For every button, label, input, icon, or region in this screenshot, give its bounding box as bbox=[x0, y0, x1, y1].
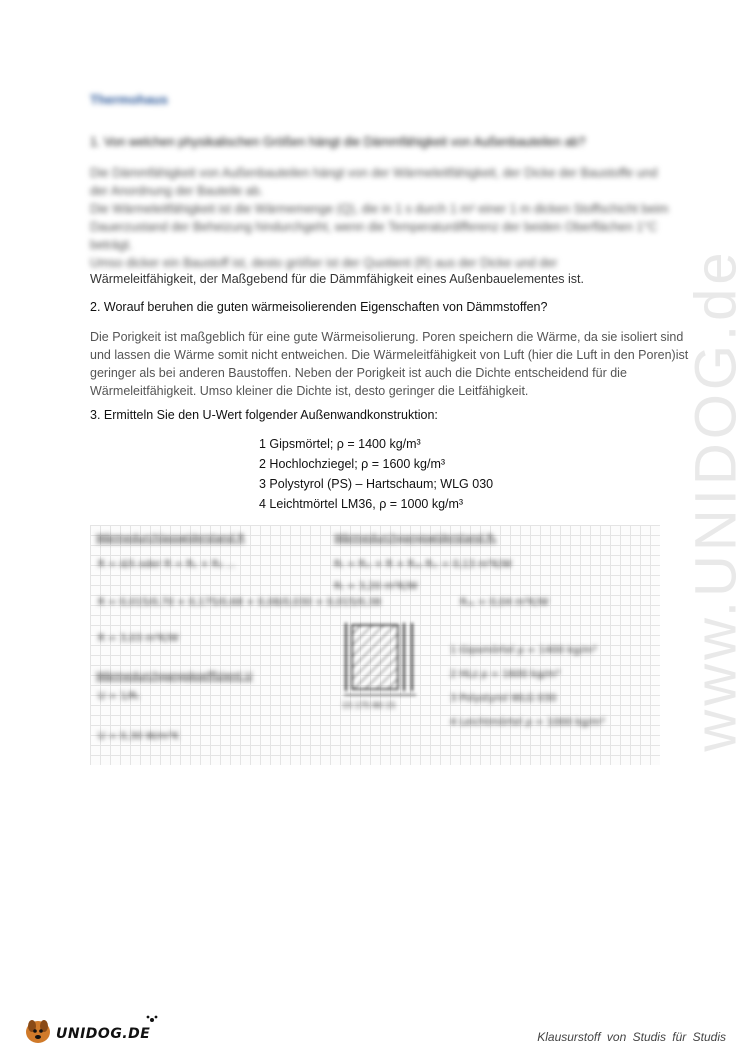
answer-2: Die Porigkeit ist maßgeblich für eine gute Wärmeisolierung. Poren speichern die Wärme, da sie isoliert sind und lassen die Wärme somit nicht entweichen. Die Wärmeleitfähigkeit von Luft (hier die Luft in den Poren)ist geringer als bei anderen Baustoffen. Neben der Porigkeit ist auch die Dichte entscheidend für die Wärmeleitfähigkeit. Umso kleiner die Dichte ist, desto geringer die Leitfähigkeit. bbox=[90, 330, 689, 398]
answer-1-paragraph-3-visible: Wärmeleitfähigkeit, der Maßgebend für die Dämmfähigkeit eines Außenbauelementes ist. bbox=[90, 272, 585, 286]
question-1: 1. Von welchen physikalischen Größen hängt die Dämmfähigkeit von Außenbauteilen ab? bbox=[90, 135, 586, 149]
hw-formula: U = 1/Rₜ bbox=[98, 691, 140, 702]
hw-formula: Rₜ = 3,20 m²K/W bbox=[334, 581, 418, 592]
watermark: www.UNIDOG.de bbox=[683, 248, 749, 752]
hw-formula: R = 0,015/0,70 + 0,175/0,68 + 0,08/0,030 + 0,015/0,38 bbox=[98, 597, 381, 608]
question-3: 3. Ermitteln Sie den U-Wert folgender Außenwandkonstruktion: bbox=[90, 408, 438, 422]
answer-1-paragraph-2: Die Wärmeleitfähigkeit ist die Wärmemenge (Q), die in 1 s durch 1 m² einer 1 m dicken Stoffschicht beim Dauerzustand der Beheizung hindurchgeht, wenn die Temperaturdifferenz der beiden Oberflächen 1°C beträgt. bbox=[90, 202, 669, 252]
hw-formula: R = 3,03 m²K/W bbox=[98, 633, 179, 644]
hw-layer-label: 3 Polystyrol WLG 030 bbox=[450, 693, 557, 704]
hw-heading-resistance: Wärmedurchlasswiderstand R bbox=[96, 533, 245, 544]
hw-layer-label: 1 Gipsmörtel ρ = 1400 kg/m³ bbox=[450, 645, 597, 656]
material-item: 3 Polystyrol (PS) – Hartschaum; WLG 030 bbox=[259, 477, 494, 491]
answer-1-paragraph-3-blurred: Umso dicker ein Baustoff ist, desto größer ist der Quotient (R) aus der Dicke und der bbox=[90, 256, 558, 270]
hw-formula: R = d/λ oder R = R₁ + R₂ ... bbox=[98, 559, 236, 570]
material-item: 1 Gipsmörtel; ρ = 1400 kg/m³ bbox=[259, 437, 421, 451]
materials-list bbox=[259, 434, 493, 514]
hw-heading-u-value: Wärmedurchgangskoeffizient U bbox=[96, 671, 253, 682]
page-title: Thermohaus bbox=[90, 92, 169, 107]
hw-layer-label: 4 Leichtmörtel ρ = 1000 kg/m³ bbox=[450, 717, 605, 728]
wall-section-diagram bbox=[342, 621, 422, 701]
hw-layer-label: 2 HLz ρ = 1600 kg/m³ bbox=[450, 669, 561, 680]
hw-formula: U = 0,30 W/m²K bbox=[98, 731, 180, 742]
handwritten-solution bbox=[90, 525, 660, 765]
question-2: 2. Worauf beruhen die guten wärmeisolierenden Eigenschaften von Dämmstoffen? bbox=[90, 300, 548, 314]
material-item: 2 Hochlochziegel; ρ = 1600 kg/m³ bbox=[259, 457, 446, 471]
hw-formula: Rₜ = Rₛᵢ + R + Rₛₑ Rₛᵢ = 0,13 m²K/W bbox=[334, 559, 512, 570]
hw-dimensions: 15 175 80 15 bbox=[342, 701, 396, 710]
footer-tagline: Klausurstoff von Studis für Studis bbox=[537, 1030, 726, 1044]
hw-formula: Rₛₑ = 0,04 m²K/W bbox=[460, 597, 549, 608]
hw-heading-total-resistance: Wärmedurchgangswiderstand Rₜ bbox=[334, 533, 497, 544]
answer-1-paragraph-1: Die Dämmfähigkeit von Außenbauteilen hängt von der Wärmeleitfähigkeit, der Dicke der Baustoffe und der Anordnung der Bauteile ab. bbox=[90, 166, 658, 198]
logo-text: UNIDOG.DE bbox=[56, 1026, 151, 1042]
material-item: 4 Leichtmörtel LM36, ρ = 1000 kg/m³ bbox=[259, 497, 464, 511]
